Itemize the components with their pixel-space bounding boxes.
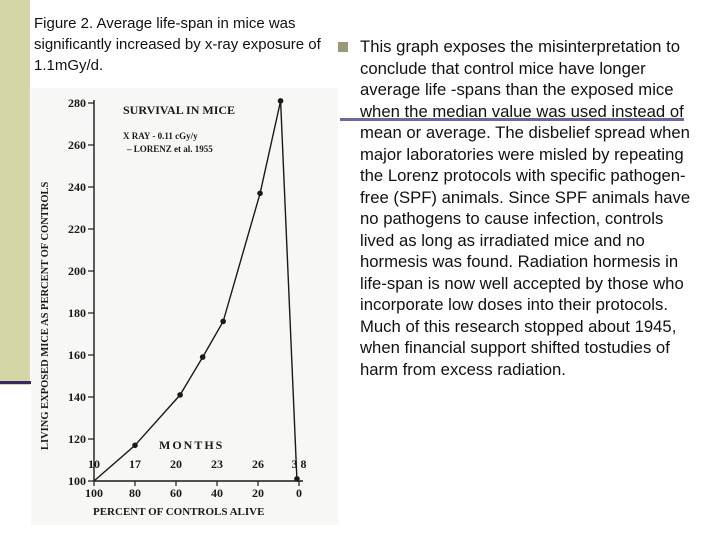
y-tick-label: 140 [68, 390, 86, 404]
month-labels [88, 457, 307, 471]
y-tick-label: 240 [68, 180, 86, 194]
y-axis-label: LIVING EXPOSED MICE AS PERCENT OF CONTROLS [40, 181, 51, 450]
chart-axes [88, 100, 303, 486]
survival-chart [31, 88, 338, 525]
y-tick-label: 200 [68, 264, 86, 278]
month-label: 17 [129, 457, 141, 471]
x-tick-label: 0 [296, 486, 302, 500]
chart-annotation-xray: X RAY - 0.11 cGy/y [123, 131, 198, 141]
bullet-text: This graph exposes the misinterpretation to conclude that control mice have longer average life -spans than the exposed mice when the median value was used instead of mean or average. The disbelief spread when major laboratories were misled by repeating the Lorenz protocols with specific pathogen-free (SPF) animals. Since SPF animals have no pathogens to cause infection, controls lived as long as irradiated mice and no hormesis was found. Radiation hormesis in life-span is now well accepted by those who incorporate low doses into their protocols. Much of this research stopped about 1945, when financial support shifted tostudies of harm from excess radiation. [360, 37, 691, 379]
data-points [132, 98, 300, 482]
y-tick-labels [68, 96, 86, 488]
x-axis-label: PERCENT OF CONTROLS ALIVE [93, 506, 265, 518]
y-tick-label: 100 [68, 474, 86, 488]
month-label: 20 [170, 457, 182, 471]
x-tick-label: 60 [170, 486, 182, 500]
figure-caption: Figure 2. Average life-span in mice was significantly increased by x-ray exposure of 1.1mGy/d. [34, 15, 321, 74]
series-line [94, 101, 297, 481]
month-label: 26 [252, 457, 264, 471]
x-tick-labels [85, 486, 302, 500]
data-point [257, 191, 263, 197]
data-point [177, 392, 183, 398]
data-point [294, 476, 300, 482]
months-label: MONTHS [159, 438, 225, 452]
y-tick-label: 280 [68, 96, 86, 110]
month-label: 10 [88, 457, 100, 471]
month-label: 23 [211, 457, 223, 471]
data-point [220, 319, 226, 325]
y-tick-label: 180 [68, 306, 86, 320]
data-point [132, 443, 138, 449]
data-point [200, 354, 206, 360]
y-tick-label: 260 [68, 138, 86, 152]
y-tick-label: 220 [68, 222, 86, 236]
x-tick-label: 20 [252, 486, 264, 500]
square-bullet-icon [338, 42, 348, 52]
chart-title: SURVIVAL IN MICE [123, 103, 236, 117]
x-tick-label: 100 [85, 486, 103, 500]
y-tick-label: 160 [68, 348, 86, 362]
x-tick-label: 80 [129, 486, 141, 500]
month-label: 3 8 [291, 457, 307, 471]
survival-chart-svg [31, 88, 338, 525]
chart-annotation-lorenz: – LORENZ et al. 1955 [127, 144, 213, 154]
left-decorative-band [0, 0, 30, 385]
data-point [278, 98, 284, 104]
x-tick-label: 40 [211, 486, 223, 500]
y-tick-label: 120 [68, 432, 86, 446]
